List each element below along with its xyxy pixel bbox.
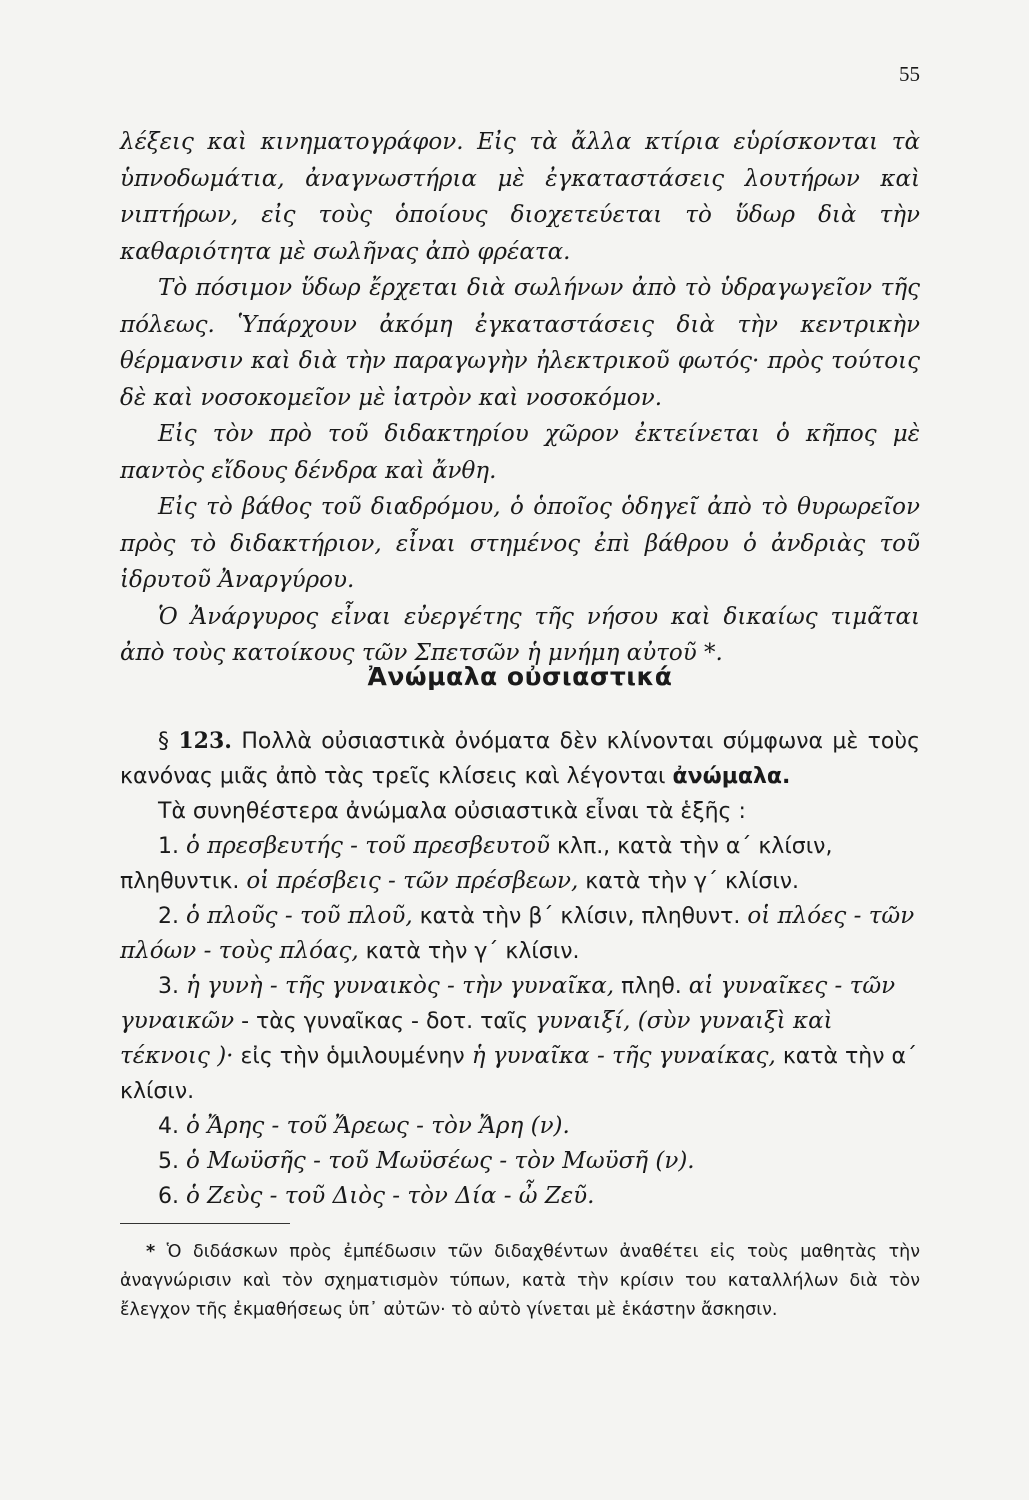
paragraph: Τὸ πόσιμον ὕδωρ ἔρχεται διὰ σωλήνων ἀπὸ τὸ ὑδραγωγεῖον τῆς πόλεως. Ὑπάρχουν ἀκόμη ἐγκαταστάσεις διὰ τὴν κεντρικὴν θέρμανσιν καὶ διὰ τὴν παραγωγὴν ἠλεκτρικοῦ φωτός· πρὸς τούτοις δὲ καὶ νοσοκομεῖον μὲ ἰατρὸν καὶ νοσοκόμον. <box>120 275 920 411</box>
form-text: πληθ. <box>614 974 689 999</box>
form-text: - τὰς γυναῖκας - δοτ. ταῖς <box>234 1009 536 1034</box>
section-intro-text: Πολλὰ οὐσιαστικὰ ὀνόματα δὲν κλίνονται σύμφωνα μὲ τοὺς κανόνας μιᾶς ἀπὸ τὰς τρεῖς κλίσεις καὶ λέγονται <box>120 729 921 789</box>
form-italic: οἱ πλόες - τῶν πλόων - τοὺς πλόας, <box>120 903 915 964</box>
form-text: κατὰ τὴν α΄ κλίσιν. <box>120 1044 918 1104</box>
list-item <box>120 1109 920 1144</box>
top-text-block <box>120 124 920 672</box>
list-item <box>120 899 920 969</box>
form-italic: ὁ πλοῦς - τοῦ πλοῦ, <box>186 903 413 929</box>
common-line: Τὰ συνηθέστερα ἀνώμαλα οὐσιαστικὰ εἶναι τὰ ἑξῆς : <box>158 799 746 824</box>
paragraph: Ὁ Ἀνάργυρος εἶναι εὐεργέτης τῆς νήσου καὶ δικαίως τιμᾶται ἀπὸ τοὺς κατοίκους τῶν Σπετσῶν ἡ μνήμη αὐτοῦ *. <box>120 603 920 666</box>
list-item-number: 3. <box>158 974 179 999</box>
form-italic: ὁ Ἄρης - τοῦ Ἄρεως - τὸν Ἄρη (ν). <box>186 1113 570 1139</box>
list-item <box>120 969 920 1109</box>
page-number: 55 <box>899 62 920 86</box>
form-italic: ἡ γυναῖκα - τῆς γυναίκας, <box>471 1043 776 1069</box>
irregular-nouns-list <box>120 829 920 1214</box>
section-symbol: § <box>158 729 169 754</box>
form-text: εἰς τὴν ὁμιλουμένην <box>233 1044 472 1069</box>
form-italic: ὁ Μωϋσῆς - τοῦ Μωϋσέως - τὸν Μωϋσῆ (ν). <box>186 1148 695 1174</box>
section-body <box>120 724 920 1214</box>
form-text: κατὰ τὴν γ΄ κλίσιν. <box>578 869 800 894</box>
form-italic: ἡ γυνὴ - τῆς γυναικὸς - τὴν γυναῖκα, <box>186 973 615 999</box>
section-intro-bold: ἀνώμαλα. <box>672 764 791 789</box>
list-item-number: 4. <box>158 1114 179 1139</box>
form-italic: ὁ πρεσβευτής - τοῦ πρεσβευτοῦ <box>186 833 550 859</box>
form-text: κατὰ τὴν β΄ κλίσιν, πληθυντ. <box>412 904 748 929</box>
footnote-rule <box>120 1223 290 1224</box>
form-text: κατὰ τὴν γ΄ κλίσιν. <box>358 939 580 964</box>
section-number: 123. <box>178 728 232 754</box>
form-text: κλπ., κατὰ τὴν α΄ κλίσιν, πληθυντικ. <box>120 834 833 894</box>
list-item-number: 2. <box>158 904 179 929</box>
form-italic: γυναιξί, (σὺν γυναιξὶ καὶ τέκνοις )· <box>120 1008 833 1069</box>
footnote-mark: * <box>146 1242 156 1262</box>
paragraph: Εἰς τὸ βάθος τοῦ διαδρόμου, ὁ ὁποῖος ὁδηγεῖ ἀπὸ τὸ θυρωρεῖον πρὸς τὸ διδακτήριον, εἶναι στημένος ἐπὶ βάθρου ὁ ἀνδριὰς τοῦ ἱδρυτοῦ Ἀναργύρου. <box>120 494 920 593</box>
form-italic: αἱ γυναῖκες - τῶν γυναικῶν <box>120 973 896 1034</box>
list-item-number: 5. <box>158 1149 179 1174</box>
paragraph: λέξεις καὶ κινηματογράφον. Εἰς τὰ ἄλλα κτίρια εὑρίσκονται τὰ ὑπνοδωμάτια, ἀναγνωστήρια μὲ ἐγκαταστάσεις λουτήρων καὶ νιπτήρων, εἰς τοὺς ὁποίους διοχετεύεται τὸ ὕδωρ διὰ τὴν καθαριότητα μὲ σωλῆνας ἀπὸ φρέατα. <box>120 129 920 265</box>
form-italic: ὁ Ζεὺς - τοῦ Διὸς - τὸν Δία - ὦ Ζεῦ. <box>186 1183 595 1209</box>
footnote <box>120 1238 920 1325</box>
section-heading: Ἀνώμαλα οὐσιαστικά <box>367 662 673 691</box>
list-item <box>120 1144 920 1179</box>
list-item-number: 1. <box>158 834 179 859</box>
footnote-text: Ὁ διδάσκων πρὸς ἐμπέδωσιν τῶν διδαχθέντων ἀναθέτει εἰς τοὺς μαθητὰς τὴν ἀναγνώρισιν καὶ τὸν σχηματισμὸν τύπων, κατὰ τὴν κρίσιν του καταλλήλων διὰ τὸν ἔλεγχον τῆς ἐκμαθήσεως ὑπ᾽ αὐτῶν· τὸ αὐτὸ γίνεται μὲ ἑκάστην ἄσκησιν. <box>120 1242 920 1320</box>
form-italic: οἱ πρέσβεις - τῶν πρέσβεων, <box>246 868 579 894</box>
paragraph: Εἰς τὸν πρὸ τοῦ διδακτηρίου χῶρον ἐκτείνεται ὁ κῆπος μὲ παντὸς εἴδους δένδρα καὶ ἄνθη. <box>120 421 920 484</box>
section-intro <box>120 724 920 794</box>
list-item <box>120 1179 920 1214</box>
list-item-number: 6. <box>158 1184 179 1209</box>
list-item <box>120 829 920 899</box>
